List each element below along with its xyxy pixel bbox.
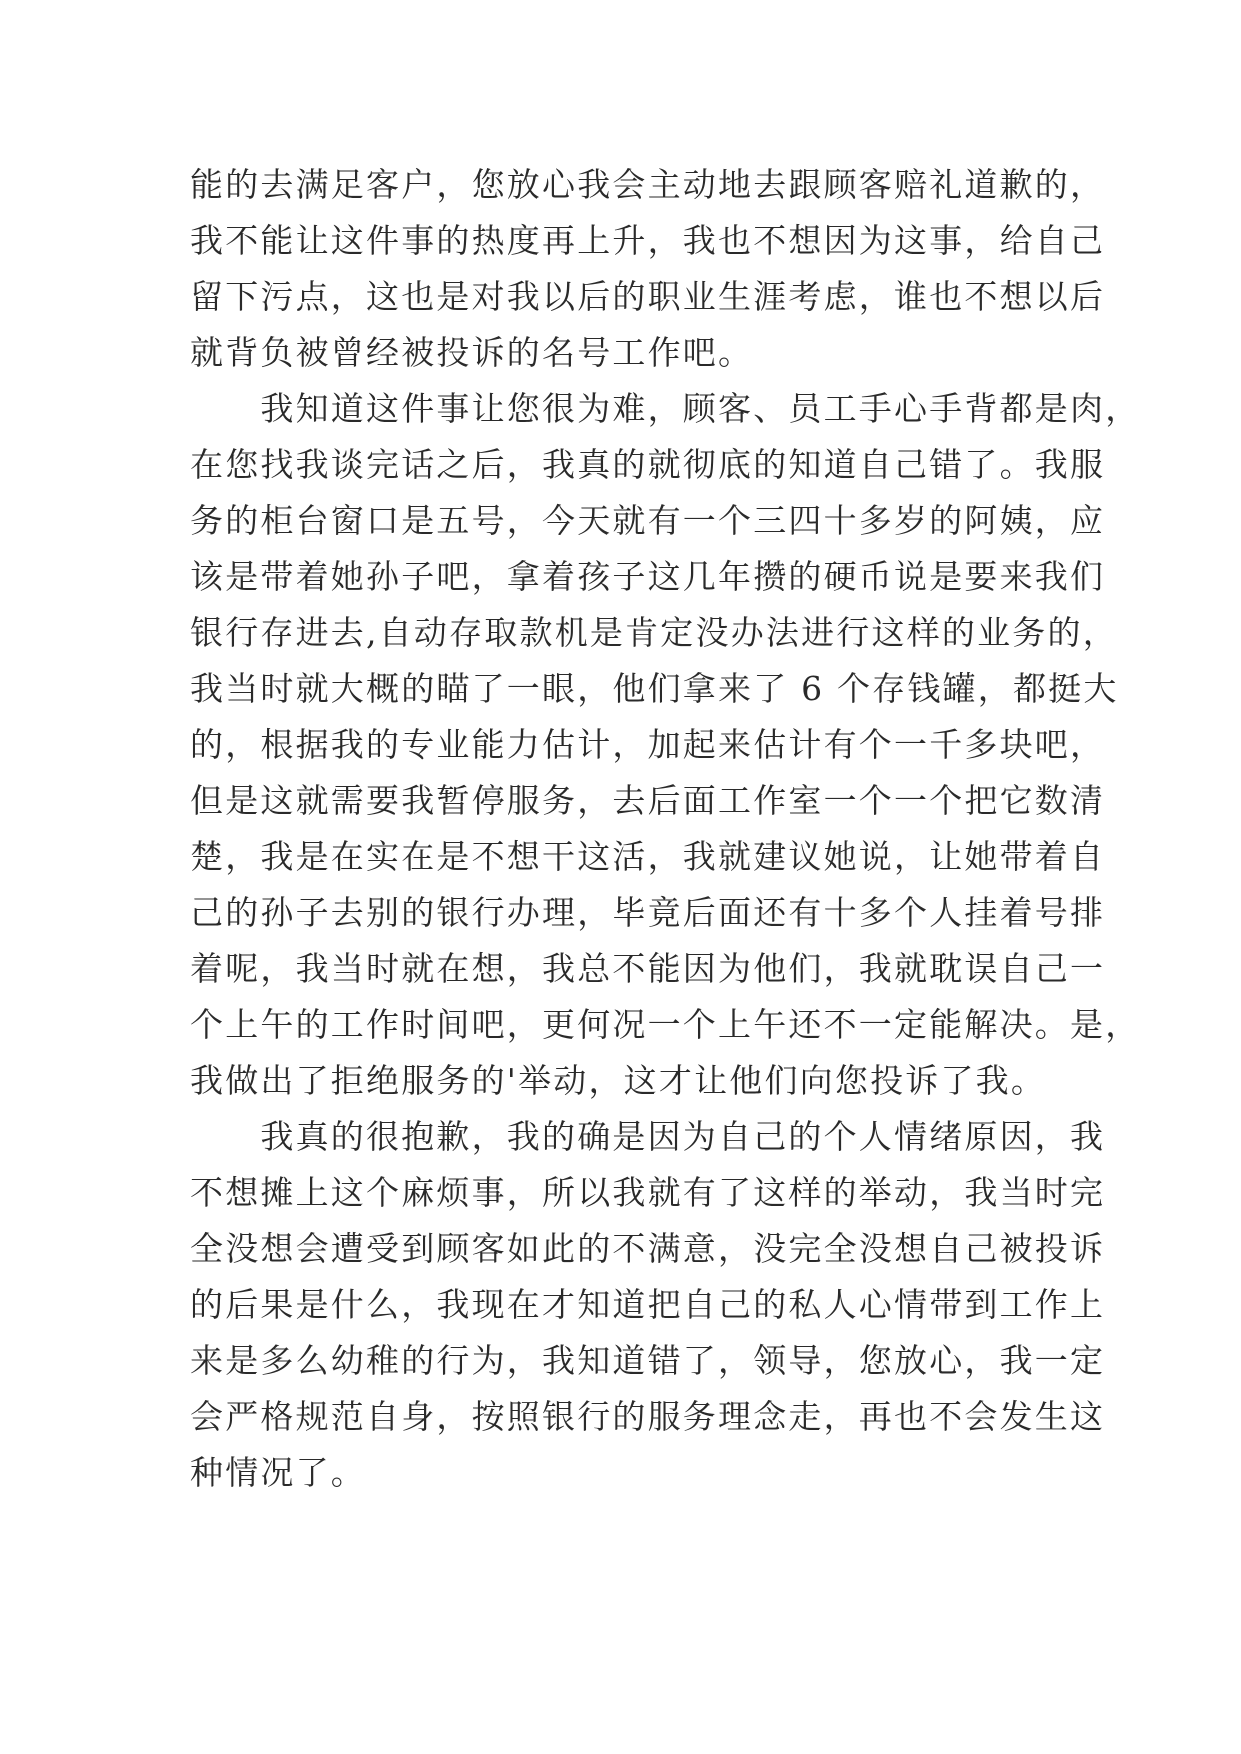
text-line: 不想摊上这个麻烦事，所以我就有了这样的举动，我当时完	[190, 1173, 1106, 1212]
text-line: 我知道这件事让您很为难，顾客、员工手心手背都是肉，	[190, 389, 1141, 428]
text-line: 就背负被曾经被投诉的名号工作吧。	[190, 333, 754, 372]
text-line: 我真的很抱歉，我的确是因为自己的个人情绪原因，我	[190, 1117, 1106, 1156]
text-line: 个上午的工作时间吧，更何况一个上午还不一定能解决。是，	[190, 1005, 1141, 1044]
text-line: 种情况了。	[190, 1453, 366, 1492]
text-line: 在您找我谈完话之后，我真的就彻底的知道自己错了。我服	[190, 445, 1106, 484]
text-line: 来是多么幼稚的行为，我知道错了，领导，您放心，我一定	[190, 1341, 1106, 1380]
text-line: 务的柜台窗口是五号，今天就有一个三四十多岁的阿姨，应	[190, 501, 1106, 540]
text-line: 能的去满足客户，您放心我会主动地去跟顾客赔礼道歉的，	[190, 165, 1106, 204]
text-line: 但是这就需要我暂停服务，去后面工作室一个一个把它数清	[190, 781, 1106, 820]
text-line: 楚，我是在实在是不想干这活，我就建议她说，让她带着自	[190, 837, 1106, 876]
text-line: 我当时就大概的瞄了一眼，他们拿来了 6 个存钱罐，都挺大	[190, 669, 1119, 708]
text-line: 全没想会遭受到顾客如此的不满意，没完全没想自己被投诉	[190, 1229, 1106, 1268]
text-line: 己的孙子去别的银行办理，毕竟后面还有十多个人挂着号排	[190, 893, 1106, 932]
text-line: 我不能让这件事的热度再上升，我也不想因为这事，给自己	[190, 221, 1106, 260]
text-line: 该是带着她孙子吧，拿着孩子这几年攒的硬币说是要来我们	[190, 557, 1106, 596]
text-line: 银行存进去,自动存取款机是肯定没办法进行这样的业务的，	[190, 613, 1118, 652]
text-line: 的，根据我的专业能力估计，加起来估计有个一千多块吧，	[190, 725, 1106, 764]
text-line: 的后果是什么，我现在才知道把自己的私人心情带到工作上	[190, 1285, 1106, 1324]
document-body	[190, 157, 1141, 1501]
text-line: 我做出了拒绝服务的'举动，这才让他们向您投诉了我。	[190, 1061, 1047, 1100]
text-line: 着呢，我当时就在想，我总不能因为他们，我就耽误自己一	[190, 949, 1106, 988]
text-line: 会严格规范自身，按照银行的服务理念走，再也不会发生这	[190, 1397, 1106, 1436]
text-line: 留下污点，这也是对我以后的职业生涯考虑，谁也不想以后	[190, 277, 1106, 316]
